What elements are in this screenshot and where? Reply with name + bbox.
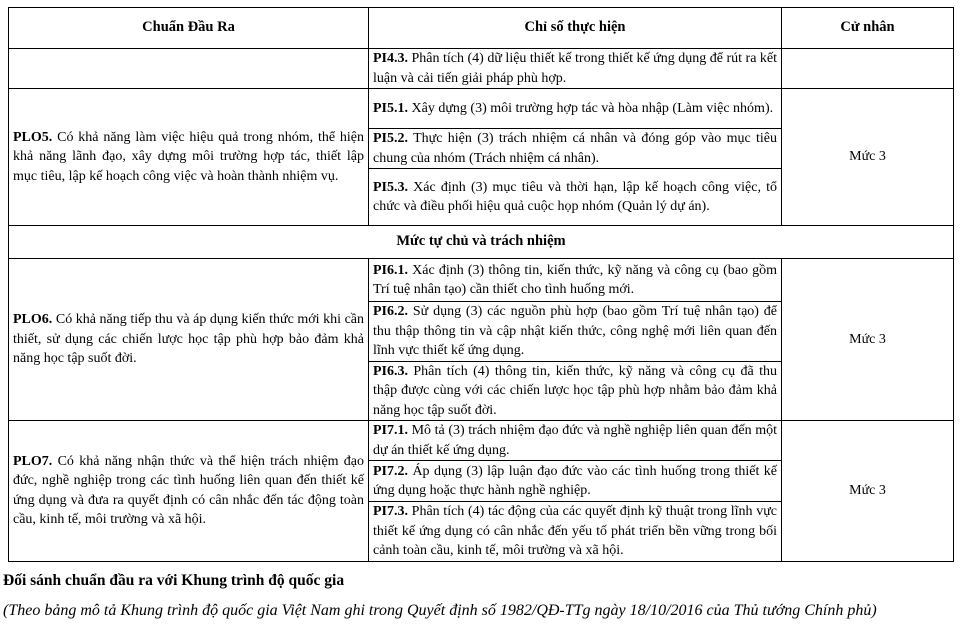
pi-cell-pi7-3 [369, 502, 782, 562]
header-cu-nhan: Cử nhân [782, 8, 954, 49]
pi-text: Mô tả (3) trách nhiệm đạo đức và nghề nghiệp liên quan đến một dự án thiết kế ứng dụng. [373, 423, 777, 458]
pi-text: Áp dụng (3) lập luận đạo đức vào các tình huống trong thiết kế ứng dụng hoặc thực hành nghề nghiệp. [373, 463, 777, 498]
plo-cell-plo6 [9, 259, 369, 421]
pi-text: Xác định (3) mục tiêu và thời hạn, lập kế hoạch công việc, tổ chức và điều phối hiệu quả cuộc họp nhóm (Quản lý dự án). [373, 179, 778, 214]
plo-code: PLO6. [13, 312, 53, 328]
table-row-pi5-1 [9, 89, 954, 129]
level-cell-plo7: Mức 3 [782, 421, 954, 562]
plo-cell-empty [9, 49, 369, 89]
pi-cell-pi6-1 [369, 259, 782, 302]
plo-code: PLO7. [13, 453, 53, 469]
pi-text: Phân tích (4) dữ liệu thiết kế trong thiết kế ứng dụng để rút ra kết luận và cải tiến giải pháp phù hợp. [373, 51, 778, 86]
table-row-pi7-1 [9, 421, 954, 461]
plo-code: PLO5. [13, 129, 53, 145]
pi-cell-pi7-1 [369, 421, 782, 461]
benchmark-note: (Theo bảng mô tả Khung trình độ quốc gia Việt Nam ghi trong Quyết định số 1982/QĐ-TTg ngày 18/10/2016 của Thủ tướng Chính phủ) [3, 601, 877, 619]
table-row-pi6-1 [9, 259, 954, 302]
pi-cell-pi5-2 [369, 129, 782, 169]
table-section-row [9, 226, 954, 259]
pi-code: PI7.2. [373, 463, 408, 479]
pi-cell-pi6-2 [369, 302, 782, 362]
pi-cell-pi5-3 [369, 169, 782, 226]
section-label: Mức tự chủ và trách nhiệm [9, 226, 954, 259]
table-header-row [9, 8, 954, 49]
benchmark-heading: Đối sánh chuẩn đầu ra với Khung trình độ quốc gia [3, 571, 345, 589]
plo-text: Có khả năng tiếp thu và áp dụng kiến thức mới khi cần thiết, sử dụng các chiến lược học tập phù hợp bảo đảm khả năng học tập suốt đời. [13, 312, 365, 367]
pi-code: PI6.1. [373, 262, 408, 278]
level-cell-plo6: Mức 3 [782, 259, 954, 421]
level-cell-empty [782, 49, 954, 89]
learning-outcomes-table [8, 7, 954, 562]
header-chuan-dau-ra: Chuẩn Đầu Ra [9, 8, 369, 49]
pi-code: PI7.1. [373, 423, 408, 438]
plo-cell-plo7 [9, 421, 369, 562]
pi-code: PI6.2. [373, 304, 408, 319]
pi-text: Phân tích (4) tác động của các quyết định kỹ thuật trong lĩnh vực thiết kế ứng dụng có cân nhắc đến yếu tố phát triển bền vững trong bối cảnh toàn cầu, kinh tế, môi trường và xã hội. [373, 504, 777, 558]
pi-text: Phân tích (4) thông tin, kiến thức, kỹ năng và công cụ đã thu thập được cùng với các chiến lược học tập phù hợp nhằm bảo đảm khả năng học tập suốt đời. [373, 363, 777, 418]
pi-cell-pi5-1 [369, 89, 782, 129]
pi-code: PI6.3. [373, 363, 408, 379]
pi-code: PI5.2. [373, 131, 408, 146]
pi-text: Thực hiện (3) trách nhiệm cá nhân và đóng góp vào mục tiêu chung của nhóm (Trách nhiệm cá nhân). [373, 131, 778, 166]
pi-text: Sử dụng (3) các nguồn phù hợp (bao gồm Trí tuệ nhân tạo) để thu thập thông tin và cập nhật kiến thức, công nghệ mới liên quan đến lĩnh vực thiết kế ứng dụng. [373, 304, 778, 358]
pi-code: PI5.1. [373, 100, 408, 116]
pi-text: Xác định (3) thông tin, kiến thức, kỹ năng và công cụ (bao gồm Trí tuệ nhân tạo) cần thiết cho tình huống mới. [373, 262, 777, 297]
pi-cell-pi6-3 [369, 361, 782, 421]
pi-cell-pi7-2 [369, 461, 782, 502]
plo-text: Có khả năng làm việc hiệu quả trong nhóm, thể hiện khả năng lãnh đạo, xây dựng môi trường hợp tác, thiết lập mục tiêu, lập kế hoạch công việc và hoàn thành nhiệm vụ. [13, 129, 365, 184]
pi-cell-pi4-3 [369, 49, 782, 89]
table-row-pi4-3 [9, 49, 954, 89]
pi-code: PI5.3. [373, 179, 408, 195]
pi-code: PI4.3. [373, 51, 408, 66]
level-cell-plo5: Mức 3 [782, 89, 954, 226]
pi-text: Xây dựng (3) môi trường hợp tác và hòa nhập (Làm việc nhóm). [411, 100, 774, 116]
pi-code: PI7.3. [373, 504, 408, 519]
header-chi-so-thuc-hien: Chỉ số thực hiện [369, 8, 782, 49]
plo-cell-plo5 [9, 89, 369, 226]
plo-text: Có khả năng nhận thức và thể hiện trách nhiệm đạo đức, nghề nghiệp trong các tình huống liên quan đến thiết kế ứng dụng và đưa ra quyết định có cân nhắc đến tác động toàn cầu, kinh tế, môi trường và xã hội. [13, 453, 364, 528]
